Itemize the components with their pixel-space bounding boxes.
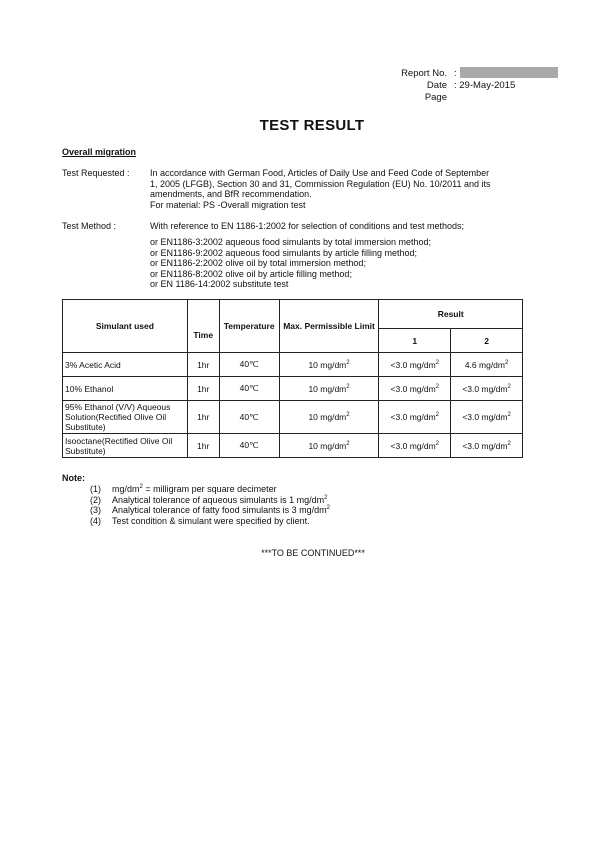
cell-time: 1hr xyxy=(187,377,219,401)
test-method-label: Test Method : xyxy=(62,221,117,231)
note-text: Analytical tolerance of fatty food simulants is 3 mg/dm xyxy=(112,505,327,515)
header-simulant: Simulant used xyxy=(63,300,188,353)
cell-temp: 40℃ xyxy=(219,401,279,434)
note-item xyxy=(90,484,510,495)
result-text: <3.0 mg/dm xyxy=(390,359,436,370)
cell-result-1 xyxy=(379,401,451,434)
test-requested-text xyxy=(150,168,530,210)
redaction-bar xyxy=(460,67,558,78)
cell-temp: 40℃ xyxy=(219,434,279,458)
note-text: Analytical tolerance of aqueous simulants is 1 mg/dm xyxy=(112,494,325,505)
test-method-list xyxy=(150,237,530,290)
test-method-line: or EN1186-3:2002 aqueous food simulants by total immersion method; xyxy=(150,237,431,247)
unit-superscript: 2 xyxy=(435,412,440,419)
cell-result-1 xyxy=(379,377,451,401)
result-text: <3.0 mg/dm xyxy=(462,412,508,422)
note-number: (4) xyxy=(90,515,101,526)
date-value: : 29-May-2015 xyxy=(454,80,516,91)
cell-result-1 xyxy=(379,353,451,377)
note-number: (3) xyxy=(90,505,101,515)
cell-time: 1hr xyxy=(187,401,219,434)
limit-text: 10 mg/dm xyxy=(308,359,347,370)
header-temperature: Temperature xyxy=(219,300,279,353)
table-row xyxy=(63,434,523,458)
unit-superscript: 2 xyxy=(507,412,511,419)
cell-result-2 xyxy=(451,353,523,377)
header-result: Result xyxy=(379,300,523,329)
cell-result-2 xyxy=(451,401,523,434)
result-text: 4.6 mg/dm xyxy=(464,359,505,370)
limit-text: 10 mg/dm xyxy=(308,440,347,451)
limit-text: 10 mg/dm xyxy=(308,412,347,422)
page-label: Page xyxy=(424,92,447,103)
test-requested-line: For material: PS -Overall migration test xyxy=(150,199,306,210)
note-number: (2) xyxy=(90,494,101,505)
header-limit: Max. Permissible Limit xyxy=(279,300,379,353)
cell-temp: 40℃ xyxy=(219,377,279,401)
test-method-line: or EN1186-2:2002 olive oil by total immersion method; xyxy=(150,258,366,269)
note-superscript: 2 xyxy=(324,494,328,501)
test-method-line: or EN1186-8:2002 olive oil by article filling method; xyxy=(150,268,352,279)
cell-result-2 xyxy=(451,434,523,458)
cell-time: 1hr xyxy=(187,434,219,458)
cell-limit xyxy=(279,401,379,434)
test-method-line: or EN1186-9:2002 aqueous food simulants by article filling method; xyxy=(150,247,417,258)
test-requested-line: amendments, and BfR recommendation. xyxy=(150,189,312,200)
header-result-2: 2 xyxy=(451,329,523,353)
cell-temp: 40℃ xyxy=(219,353,279,377)
note-item xyxy=(90,505,510,516)
cell-simulant: 3% Acetic Acid xyxy=(63,353,188,377)
cell-time: 1hr xyxy=(187,353,219,377)
header-result-1: 1 xyxy=(379,329,451,353)
limit-text: 10 mg/dm xyxy=(308,383,347,394)
cell-limit xyxy=(279,377,379,401)
cell-result-1 xyxy=(379,434,451,458)
table-row xyxy=(63,377,523,401)
unit-superscript: 2 xyxy=(346,412,350,419)
section-heading: Overall migration xyxy=(62,147,137,157)
results-table xyxy=(62,299,523,458)
result-text: <3.0 mg/dm xyxy=(462,440,508,451)
cell-simulant: 95% Ethanol (V/V) Aqueous Solution(Rectified Olive Oil Substitute) xyxy=(63,401,188,434)
test-requested-label: Test Requested : xyxy=(62,168,130,178)
cell-simulant: 10% Ethanol xyxy=(63,377,188,401)
page-title: TEST RESULT xyxy=(259,117,365,134)
note-item xyxy=(90,516,510,527)
table-row xyxy=(63,401,523,434)
unit-superscript: 2 xyxy=(504,359,509,366)
note-text: mg/dm xyxy=(112,484,140,494)
unit-superscript: 2 xyxy=(435,383,440,390)
note-title: Note: xyxy=(62,473,85,483)
note-text: Test condition & simulant were specified by client. xyxy=(112,515,310,526)
cell-limit xyxy=(279,434,379,458)
test-requested-line: 1, 2005 (LFGB), Section 30 and 31, Commission Regulation (EU) No. 10/2011 and its xyxy=(150,178,491,189)
unit-superscript: 2 xyxy=(346,383,350,390)
report-no-value: : xyxy=(454,68,457,79)
unit-superscript: 2 xyxy=(507,383,511,390)
test-requested-line: In accordance with German Food, Articles of Daily Use and Feed Code of September xyxy=(150,168,490,178)
cell-simulant: Isooctane(Rectified Olive Oil Substitute) xyxy=(63,434,188,458)
result-text: <3.0 mg/dm xyxy=(390,440,436,451)
note-list xyxy=(90,484,510,526)
result-text: <3.0 mg/dm xyxy=(390,383,436,394)
unit-superscript: 2 xyxy=(435,440,440,447)
cell-limit xyxy=(279,353,379,377)
header-time: Time xyxy=(187,300,219,353)
note-item xyxy=(90,495,510,506)
result-text: <3.0 mg/dm xyxy=(462,383,508,394)
unit-superscript: 2 xyxy=(346,359,350,366)
note-number: (1) xyxy=(90,484,101,494)
note-text-tail: = milligram per square decimeter xyxy=(142,484,277,494)
test-method-line: or EN 1186-14:2002 substitute test xyxy=(150,279,289,290)
note-superscript: 2 xyxy=(326,505,330,511)
test-method-first-line: With reference to EN 1186-1:2002 for selection of conditions and test methods; xyxy=(150,221,465,231)
note-superscript: 2 xyxy=(139,484,143,490)
report-no-label: Report No. xyxy=(401,68,447,79)
unit-superscript: 2 xyxy=(435,359,440,366)
date-label: Date xyxy=(426,80,447,91)
continued-footer: ***TO BE CONTINUED*** xyxy=(261,548,365,558)
cell-result-2 xyxy=(451,377,523,401)
result-text: <3.0 mg/dm xyxy=(390,412,436,422)
unit-superscript: 2 xyxy=(346,440,350,447)
table-row xyxy=(63,353,523,377)
unit-superscript: 2 xyxy=(507,440,511,447)
